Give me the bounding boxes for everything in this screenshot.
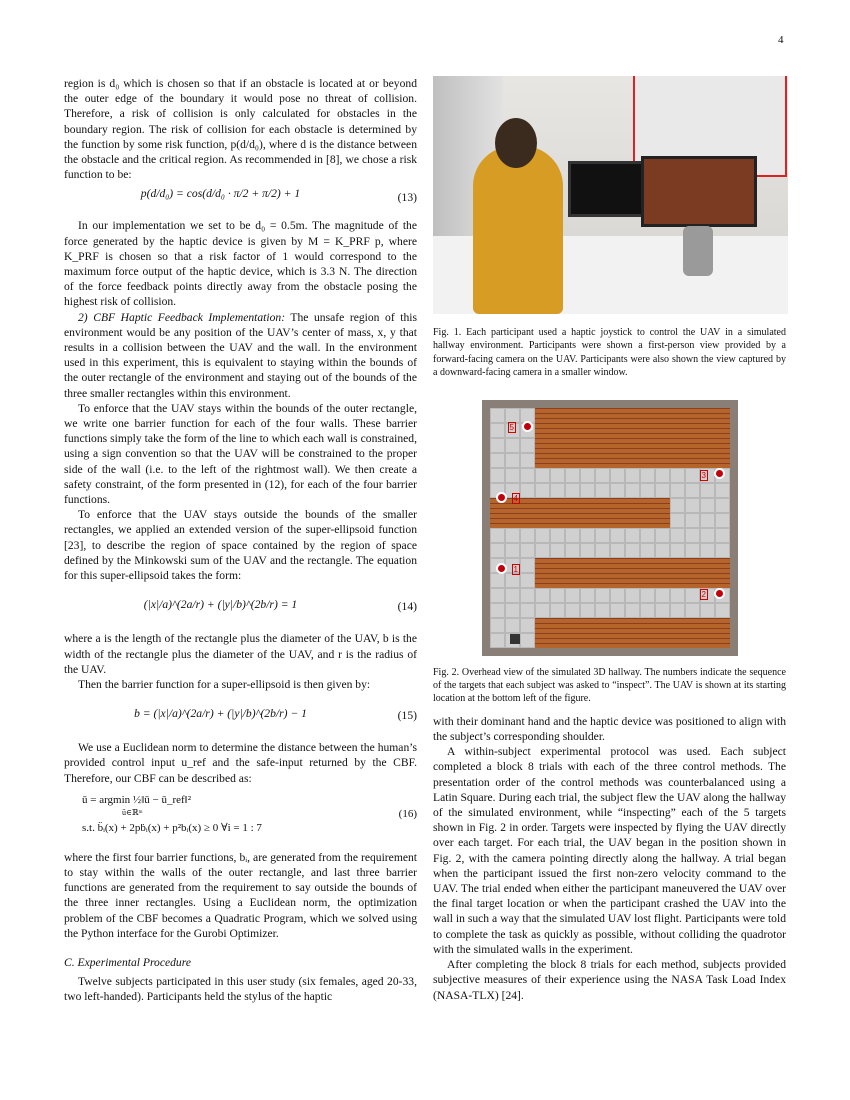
map-floor-tile (715, 528, 730, 543)
map-wall-tile (550, 633, 565, 648)
map-floor-tile (490, 573, 505, 588)
map-wall-tile (535, 498, 550, 513)
map-wall-tile (535, 423, 550, 438)
map-wall-tile (670, 573, 685, 588)
map-wall-tile (625, 558, 640, 573)
map-wall-tile (685, 618, 700, 633)
target-3-marker (714, 468, 725, 479)
map-floor-tile (490, 603, 505, 618)
map-floor-tile (700, 498, 715, 513)
map-floor-tile (520, 558, 535, 573)
map-wall-tile (595, 573, 610, 588)
left-column (64, 76, 417, 1005)
map-wall-tile (655, 618, 670, 633)
map-floor-tile (640, 603, 655, 618)
map-floor-tile (655, 468, 670, 483)
map-floor-tile (640, 468, 655, 483)
map-wall-tile (685, 633, 700, 648)
map-wall-tile (550, 513, 565, 528)
map-wall-tile (595, 453, 610, 468)
monitor-right (641, 156, 757, 227)
target-4-marker (496, 492, 507, 503)
map-floor-tile (625, 588, 640, 603)
participant (473, 146, 563, 314)
paragraph: where a is the length of the rectangle plus the diameter of the UAV, b is the width of the rectangle plus the diameter of the UAV, and r is the radius of the UAV. (64, 632, 417, 676)
map-floor-tile (505, 603, 520, 618)
equation-body: p(d/d₀) = cos(d/d₀ · π/2 + π/2) + 1 (140, 187, 301, 201)
map-wall-tile (550, 558, 565, 573)
map-floor-tile (655, 528, 670, 543)
map-floor-tile (700, 543, 715, 558)
map-floor-tile (520, 573, 535, 588)
map-wall-tile (640, 438, 655, 453)
map-floor-tile (535, 603, 550, 618)
map-floor-tile (490, 408, 505, 423)
map-wall-tile (490, 513, 505, 528)
map-wall-tile (685, 573, 700, 588)
map-wall-tile (565, 408, 580, 423)
equation-line: s.t. b̈ᵢ(x) + 2pḃᵢ(x) + p²bᵢ(x) ≥ 0 ∀i = 1 : 7 (82, 821, 262, 834)
map-wall-tile (685, 558, 700, 573)
map-wall-tile (610, 423, 625, 438)
map-wall-tile (580, 618, 595, 633)
map-floor-tile (685, 498, 700, 513)
map-floor-tile (565, 543, 580, 558)
map-floor-tile (685, 603, 700, 618)
map-wall-tile (625, 618, 640, 633)
target-label: 3 (701, 470, 706, 480)
equation-line: ū = argmin ½‖ū − ū_ref‖² (82, 793, 192, 806)
map-floor-tile (520, 483, 535, 498)
map-wall-tile (550, 453, 565, 468)
map-floor-tile (685, 513, 700, 528)
map-floor-tile (580, 528, 595, 543)
haptic-device (683, 226, 713, 276)
map-wall-tile (535, 633, 550, 648)
map-floor-tile (505, 438, 520, 453)
map-wall-tile (565, 498, 580, 513)
map-wall-tile (550, 423, 565, 438)
map-floor-tile (625, 528, 640, 543)
map-wall-tile (700, 633, 715, 648)
map-floor-tile (700, 528, 715, 543)
map-floor-tile (535, 588, 550, 603)
map-wall-tile (580, 513, 595, 528)
right-column (433, 76, 786, 1003)
map-wall-tile (535, 438, 550, 453)
map-floor-tile (640, 543, 655, 558)
map-floor-tile (655, 543, 670, 558)
map-floor-tile (490, 588, 505, 603)
map-floor-tile (685, 468, 700, 483)
map-wall-tile (700, 453, 715, 468)
map-wall-tile (655, 498, 670, 513)
map-wall-tile (595, 633, 610, 648)
map-wall-tile (565, 618, 580, 633)
map-wall-tile (610, 408, 625, 423)
paragraph-text: The unsafe region of this environment would be any position of the UAV’s center of mass, x, y that results in a collision between the UAV and the wall. In the environment used in this experiment, this is equivalent to staying within the bounds of the outer rectangle of the environment and staying out of the bounds of the three smaller rectangles within this environment. (64, 310, 417, 400)
map-wall-tile (670, 438, 685, 453)
map-floor-tile (535, 543, 550, 558)
map-floor-tile (610, 603, 625, 618)
map-floor-tile (715, 498, 730, 513)
map-floor-tile (655, 603, 670, 618)
equation-number: (15) (397, 709, 417, 723)
section-heading: C. Experimental Procedure (64, 955, 191, 969)
map-floor-tile (505, 618, 520, 633)
map-floor-tile (715, 603, 730, 618)
subsection-heading: 2) CBF Haptic Feedback Implementation: (78, 310, 286, 324)
map-floor-tile (550, 483, 565, 498)
map-floor-tile (535, 528, 550, 543)
map-floor-tile (550, 588, 565, 603)
map-wall-tile (670, 633, 685, 648)
map-wall-tile (565, 513, 580, 528)
map-wall-tile (640, 453, 655, 468)
map-wall-tile (715, 423, 730, 438)
equation-13 (64, 186, 417, 214)
paragraph: with their dominant hand and the haptic device was positioned to align with the subject’s corresponding shoulder. (433, 714, 786, 744)
map-floor-tile (520, 633, 535, 648)
map-wall-tile (595, 498, 610, 513)
map-floor-tile (490, 528, 505, 543)
figure-2-map (482, 400, 738, 656)
equation-number: (16) (398, 807, 417, 820)
map-floor-tile (580, 603, 595, 618)
map-wall-tile (565, 633, 580, 648)
map-floor-tile (505, 468, 520, 483)
map-wall-tile (580, 498, 595, 513)
target-label: 4 (513, 493, 518, 503)
map-wall-tile (610, 558, 625, 573)
figure-2-caption: Fig. 2. Overhead view of the simulated 3D hallway. The numbers indicate the sequence of the targets that each subject was asked to “inspect”. The UAV is shown at its starting location at the bottom left of the figure. (433, 666, 786, 705)
map-floor-tile (505, 528, 520, 543)
map-floor-tile (505, 408, 520, 423)
map-wall-tile (505, 513, 520, 528)
map-floor-tile (550, 528, 565, 543)
map-wall-tile (625, 408, 640, 423)
paragraph: where the first four barrier functions, bᵢ, are generated from the requirement to stay within the walls of the outer rectangle, and last three barrier functions are generated from the requirement to say outside the bounds of the three inner rectangles. Using a Euclidean norm, the optimization problem of the CBF becomes a Quadratic Program, which we solved using the Python interface for the Gurobi Optimizer. (64, 850, 417, 940)
map-floor-tile (640, 588, 655, 603)
map-floor-tile (610, 483, 625, 498)
map-floor-tile (580, 543, 595, 558)
map-wall-tile (625, 453, 640, 468)
map-floor-tile (670, 543, 685, 558)
map-floor-tile (670, 528, 685, 543)
map-wall-tile (640, 618, 655, 633)
map-wall-tile (550, 618, 565, 633)
map-floor-tile (700, 513, 715, 528)
map-floor-tile (685, 588, 700, 603)
map-wall-tile (715, 618, 730, 633)
map-floor-tile (715, 513, 730, 528)
map-wall-tile (580, 573, 595, 588)
map-wall-tile (655, 423, 670, 438)
map-floor-tile (655, 588, 670, 603)
map-wall-tile (535, 453, 550, 468)
map-wall-tile (670, 453, 685, 468)
map-floor-tile (595, 468, 610, 483)
paragraph: Twelve subjects participated in this user study (six females, aged 20-33, two left-handed). Participants held the stylus of the haptic (64, 975, 417, 1004)
map-wall-tile (640, 633, 655, 648)
map-floor-tile (580, 483, 595, 498)
map-wall-tile (715, 453, 730, 468)
equation-subscript: ū∈ℝᵐ (122, 807, 143, 817)
map-floor-tile (715, 543, 730, 558)
map-wall-tile (685, 453, 700, 468)
map-floor-tile (550, 543, 565, 558)
map-floor-tile (685, 528, 700, 543)
map-wall-tile (625, 573, 640, 588)
map-floor-tile (595, 588, 610, 603)
map-floor-tile (565, 483, 580, 498)
map-floor-tile (520, 453, 535, 468)
map-wall-tile (580, 558, 595, 573)
map-grid (490, 408, 730, 648)
map-floor-tile (565, 468, 580, 483)
equation-body: b = (|x|/a)^(2a/r) + (|y|/b)^(2b/r) − 1 (134, 707, 307, 721)
paragraph (64, 310, 417, 401)
monitor-left (568, 161, 649, 217)
paragraph: region is d₀ which is chosen so that if an obstacle is located at or beyond the outer edge of the boundary it would pose no threat of collision. Therefore, a risk of collision is only calculated for obstacles in the boundary region. The risk of collision for each obstacle is determined by the function by some risk function, p(d/d₀), where d is the distance between the obstacle and the critical region. As recommended in [8], we chose a risk function to be: (64, 77, 417, 182)
equation-15 (64, 696, 417, 736)
map-floor-tile (595, 483, 610, 498)
map-floor-tile (550, 468, 565, 483)
map-wall-tile (715, 408, 730, 423)
map-floor-tile (670, 498, 685, 513)
map-wall-tile (565, 453, 580, 468)
map-wall-tile (655, 513, 670, 528)
map-wall-tile (640, 498, 655, 513)
map-floor-tile (625, 483, 640, 498)
map-floor-tile (595, 528, 610, 543)
map-wall-tile (700, 423, 715, 438)
map-wall-tile (610, 453, 625, 468)
map-floor-tile (520, 438, 535, 453)
figure-1-caption: Fig. 1. Each participant used a haptic joystick to control the UAV in a simulated hallway environment. Participants were shown a first-person view provided by a forward-facing camera on the UAV. Participants were also shown the view captured by a downward-facing camera in a smaller window. (433, 327, 786, 379)
map-wall-tile (625, 633, 640, 648)
map-wall-tile (595, 513, 610, 528)
map-wall-tile (700, 438, 715, 453)
map-wall-tile (565, 438, 580, 453)
map-floor-tile (520, 468, 535, 483)
map-floor-tile (685, 543, 700, 558)
paragraph: After completing the block 8 trials for each method, subjects provided subjective measures of their experience using the NASA Task Load Index (NASA-TLX) [24]. (433, 958, 786, 1002)
map-wall-tile (595, 618, 610, 633)
map-floor-tile (715, 483, 730, 498)
map-floor-tile (670, 468, 685, 483)
map-wall-tile (595, 438, 610, 453)
map-wall-tile (625, 423, 640, 438)
map-wall-tile (685, 423, 700, 438)
map-wall-tile (670, 558, 685, 573)
map-floor-tile (490, 453, 505, 468)
map-floor-tile (640, 528, 655, 543)
map-floor-tile (520, 618, 535, 633)
map-wall-tile (670, 618, 685, 633)
paragraph: A within-subject experimental protocol was used. Each subject completed a block 8 trials with each of the three control methods. The presentation order of the control methods was counterbalanced using a Latin Square. During each trial, the subject flew the UAV along the hallway of the simulated environment, while “inspecting” each of the 5 targets shown in Fig. 2 in order. Targets were inspected by flying the UAV directly over each target. For each trial, the UAV began in the position shown in Fig. 2, with the camera pointing directly along the hallway. A trial began when the participant issued the first non-zero velocity command to the UAV. The trial ended when either the participant maneuvered the UAV over the final target location or when the participant crashed the UAV into the wall in such a way that the simulated UAV lost flight. Participants were told to complete the task as quickly as possible, without colliding the quadrotor with the simulated walls in the experiment. (433, 745, 786, 956)
map-wall-tile (655, 558, 670, 573)
target-1-marker (496, 563, 507, 574)
map-wall-tile (595, 423, 610, 438)
map-floor-tile (550, 603, 565, 618)
map-wall-tile (535, 573, 550, 588)
map-wall-tile (535, 618, 550, 633)
map-wall-tile (655, 633, 670, 648)
map-wall-tile (640, 408, 655, 423)
map-wall-tile (625, 513, 640, 528)
map-wall-tile (715, 558, 730, 573)
map-wall-tile (610, 573, 625, 588)
map-wall-tile (715, 438, 730, 453)
map-floor-tile (565, 603, 580, 618)
map-wall-tile (610, 618, 625, 633)
map-wall-tile (640, 558, 655, 573)
map-floor-tile (670, 513, 685, 528)
map-wall-tile (595, 558, 610, 573)
map-floor-tile (505, 543, 520, 558)
map-wall-tile (685, 438, 700, 453)
target-5-marker (522, 421, 533, 432)
map-floor-tile (505, 573, 520, 588)
map-floor-tile (580, 468, 595, 483)
page-number: 4 (778, 34, 784, 46)
map-wall-tile (625, 438, 640, 453)
map-floor-tile (505, 588, 520, 603)
map-wall-tile (700, 573, 715, 588)
map-floor-tile (700, 603, 715, 618)
map-wall-tile (670, 423, 685, 438)
map-floor-tile (595, 603, 610, 618)
map-wall-tile (700, 408, 715, 423)
map-floor-tile (490, 633, 505, 648)
map-wall-tile (685, 408, 700, 423)
target-label: 2 (701, 589, 706, 599)
map-wall-tile (670, 408, 685, 423)
figure-1-photo (433, 76, 788, 314)
map-floor-tile (610, 588, 625, 603)
map-wall-tile (580, 438, 595, 453)
map-floor-tile (625, 468, 640, 483)
map-floor-tile (580, 588, 595, 603)
target-2-marker (714, 588, 725, 599)
map-wall-tile (520, 513, 535, 528)
map-floor-tile (610, 528, 625, 543)
map-floor-tile (565, 528, 580, 543)
map-wall-tile (565, 558, 580, 573)
map-floor-tile (520, 603, 535, 618)
map-floor-tile (490, 543, 505, 558)
map-wall-tile (565, 423, 580, 438)
map-floor-tile (610, 543, 625, 558)
map-wall-tile (550, 408, 565, 423)
map-floor-tile (565, 588, 580, 603)
target-label: 1 (513, 564, 518, 574)
map-wall-tile (535, 408, 550, 423)
map-wall-tile (655, 408, 670, 423)
map-wall-tile (640, 573, 655, 588)
map-wall-tile (535, 558, 550, 573)
map-wall-tile (580, 633, 595, 648)
paragraph: To enforce that the UAV stays outside the bounds of the smaller rectangles, we applied an extended version of the super-ellipsoid function [23], to describe the region of space contained by the region of space defined by the Minkowski sum of the UAV and the rectangle. The equation for this super-ellipsoid takes the form: (64, 508, 417, 583)
paragraph: We use a Euclidean norm to determine the distance between the human’s provided control input u_ref and the safe-input returned by the CBF. Therefore, our CBF can be described as: (64, 741, 417, 785)
map-floor-tile (670, 588, 685, 603)
map-floor-tile (535, 468, 550, 483)
map-floor-tile (625, 543, 640, 558)
map-floor-tile (625, 603, 640, 618)
map-wall-tile (550, 573, 565, 588)
map-wall-tile (715, 573, 730, 588)
map-floor-tile (490, 423, 505, 438)
map-wall-tile (580, 453, 595, 468)
map-wall-tile (610, 513, 625, 528)
map-wall-tile (700, 558, 715, 573)
map-wall-tile (595, 408, 610, 423)
equation-body: (|x|/a)^(2a/r) + (|y|/b)^(2b/r) = 1 (143, 598, 298, 612)
equation-number: (13) (397, 191, 417, 205)
map-wall-tile (655, 573, 670, 588)
map-floor-tile (520, 588, 535, 603)
map-wall-tile (550, 498, 565, 513)
paragraph: To enforce that the UAV stays within the bounds of the outer rectangle, we write one barrier function for each of the four walls. These barrier functions simply take the form of the line to which each wall is constrained, using a sign convention so that the UAV will be constrained to the proper side of the wall (i.e. to the left of the rightmost wall). We then create a safety constraint, of the form presented in (12), for each of the four barrier functions. (64, 401, 417, 507)
map-wall-tile (535, 513, 550, 528)
map-wall-tile (565, 573, 580, 588)
map-wall-tile (610, 498, 625, 513)
map-floor-tile (640, 483, 655, 498)
map-wall-tile (520, 498, 535, 513)
map-floor-tile (595, 543, 610, 558)
map-floor-tile (535, 483, 550, 498)
equation-14 (64, 587, 417, 627)
uav-icon (510, 634, 520, 644)
map-wall-tile (640, 423, 655, 438)
map-floor-tile (490, 468, 505, 483)
map-wall-tile (715, 633, 730, 648)
target-label: 5 (509, 422, 514, 432)
map-wall-tile (655, 438, 670, 453)
map-wall-tile (655, 453, 670, 468)
map-wall-tile (700, 618, 715, 633)
map-wall-tile (580, 408, 595, 423)
map-floor-tile (490, 438, 505, 453)
map-floor-tile (655, 483, 670, 498)
map-wall-tile (610, 438, 625, 453)
map-floor-tile (520, 543, 535, 558)
map-floor-tile (520, 528, 535, 543)
participant-head (495, 118, 537, 168)
map-wall-tile (640, 513, 655, 528)
equation-16 (64, 792, 417, 844)
paragraph: Then the barrier function for a super-ellipsoid is then given by: (78, 677, 371, 691)
map-floor-tile (670, 603, 685, 618)
paragraph: In our implementation we set to be d₀ = 0.5m. The magnitude of the force generated by the haptic device is given by M = K_PRF p, where K_PRF is chosen so that a risk factor of 1 would correspond to the maximum force output of the haptic device, which is 3.3 N. The direction of the force feedback points directly away from the obstacle posing the highest risk of collision. (64, 219, 417, 309)
map-floor-tile (700, 483, 715, 498)
map-floor-tile (490, 618, 505, 633)
map-wall-tile (625, 498, 640, 513)
map-wall-tile (580, 423, 595, 438)
equation-number: (14) (397, 600, 417, 614)
map-floor-tile (505, 453, 520, 468)
map-floor-tile (670, 483, 685, 498)
map-floor-tile (610, 468, 625, 483)
map-floor-tile (685, 483, 700, 498)
map-wall-tile (550, 438, 565, 453)
map-wall-tile (610, 633, 625, 648)
